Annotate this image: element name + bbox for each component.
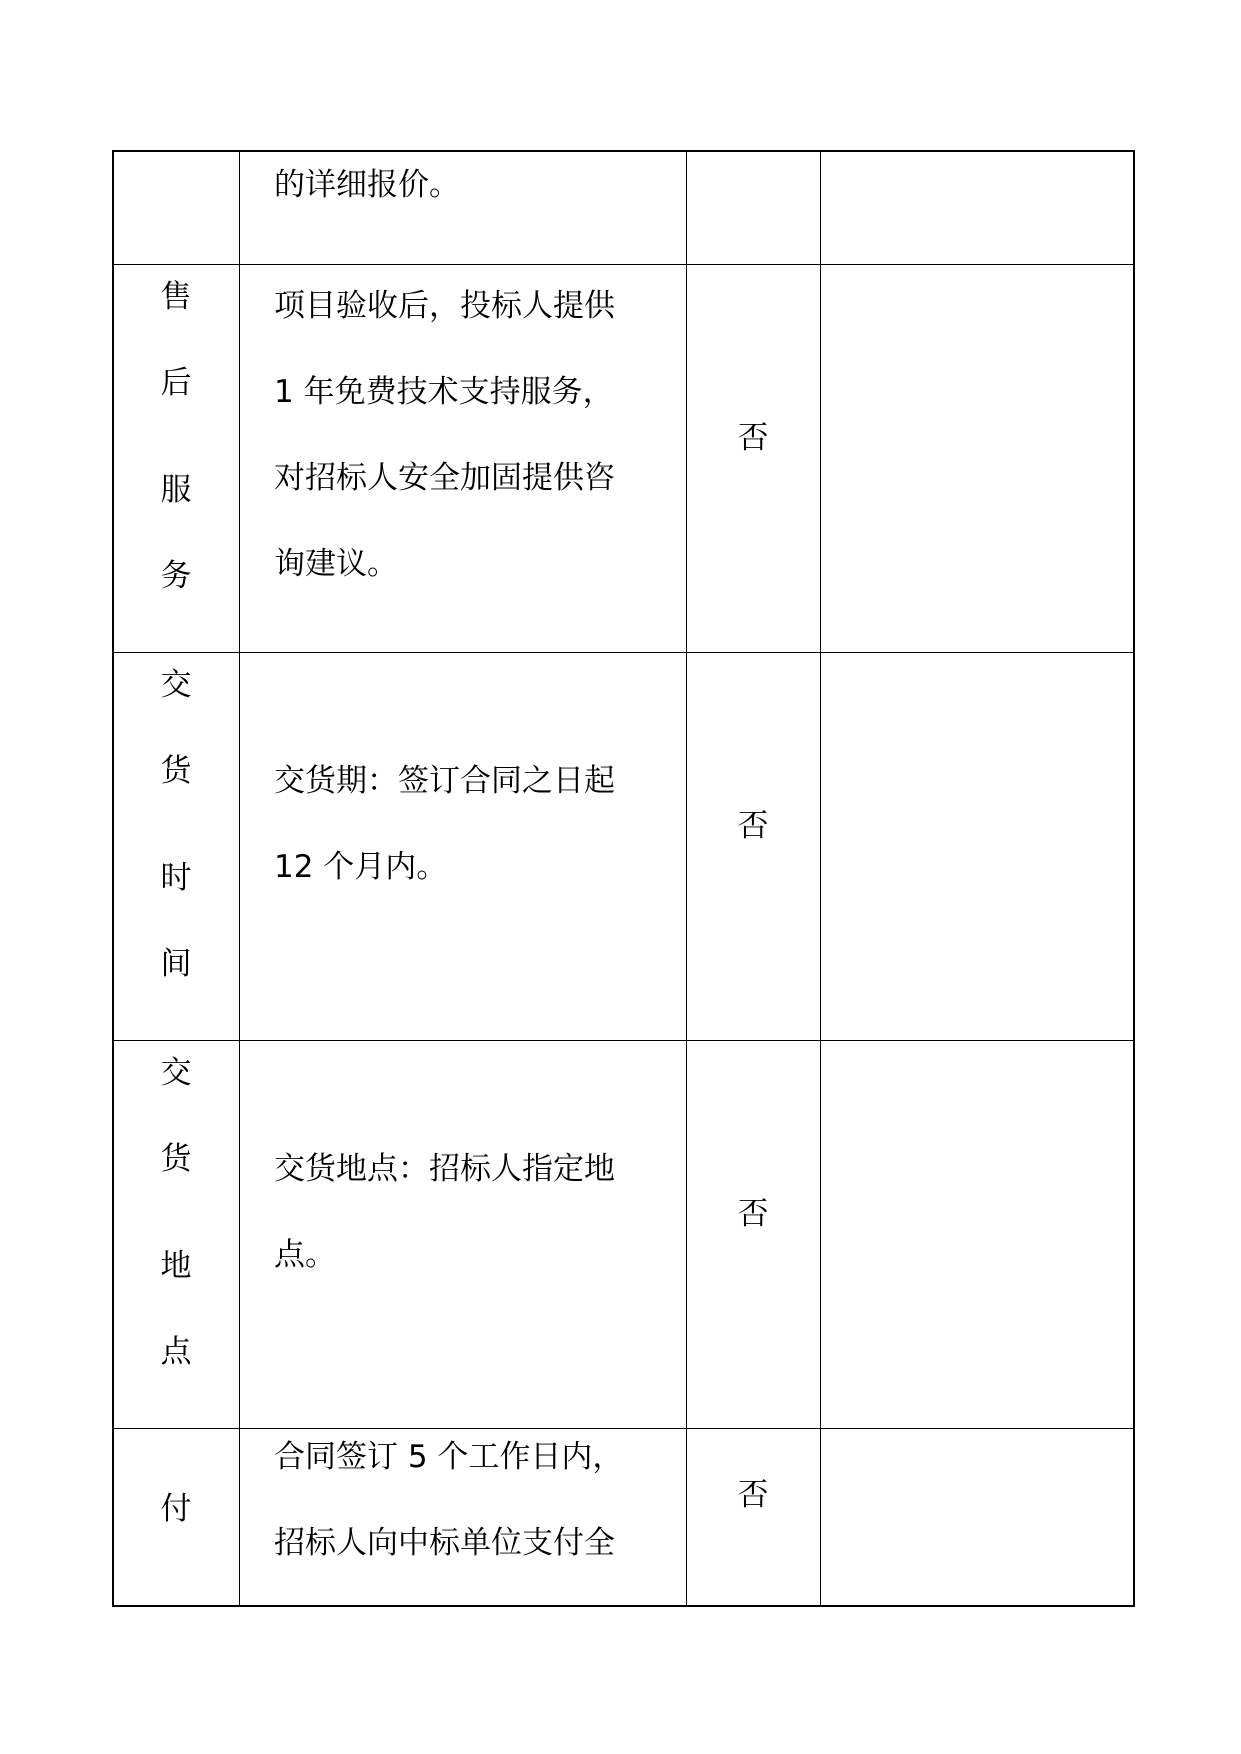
deviation-flag: 否 <box>737 1196 769 1232</box>
column-divider <box>686 152 687 1605</box>
deviation-flag: 否 <box>737 420 769 456</box>
row-label-char: 交 <box>160 667 192 703</box>
row-label-char: 服 <box>160 472 192 508</box>
description-line: 合同签订 5 个工作日内， <box>274 1439 624 1475</box>
row-divider <box>114 1428 1133 1429</box>
row-divider <box>114 1040 1133 1041</box>
row-label-char: 货 <box>160 1141 192 1177</box>
row-divider <box>114 264 1133 265</box>
row-label-char: 付 <box>160 1491 192 1527</box>
description-line: 项目验收后，投标人提供 <box>274 288 615 324</box>
row-label-char: 务 <box>160 558 192 594</box>
row-label-char: 时 <box>160 860 192 896</box>
description-line: 点。 <box>274 1237 336 1273</box>
row-label-char: 后 <box>160 365 192 401</box>
column-divider <box>820 152 821 1605</box>
row-label-char: 地 <box>160 1248 192 1284</box>
description-line: 交货期：签订合同之日起 <box>274 763 615 799</box>
row-divider <box>114 652 1133 653</box>
row-label-char: 售 <box>160 279 192 315</box>
requirements-table <box>112 150 1135 1607</box>
description-line: 招标人向中标单位支付全 <box>274 1525 615 1561</box>
description-line: 1 年免费技术支持服务， <box>274 374 614 410</box>
deviation-flag: 否 <box>737 1477 769 1513</box>
description-line: 12 个月内。 <box>274 849 448 885</box>
column-divider <box>239 152 240 1605</box>
description-line: 的详细报价。 <box>274 167 460 203</box>
row-label-char: 交 <box>160 1055 192 1091</box>
row-label-char: 点 <box>160 1334 192 1370</box>
description-line: 询建议。 <box>274 546 398 582</box>
description-line: 交货地点：招标人指定地 <box>274 1151 615 1187</box>
row-label-char: 货 <box>160 753 192 789</box>
deviation-flag: 否 <box>737 808 769 844</box>
description-line: 对招标人安全加固提供咨 <box>274 460 615 496</box>
row-label-char: 间 <box>160 946 192 982</box>
